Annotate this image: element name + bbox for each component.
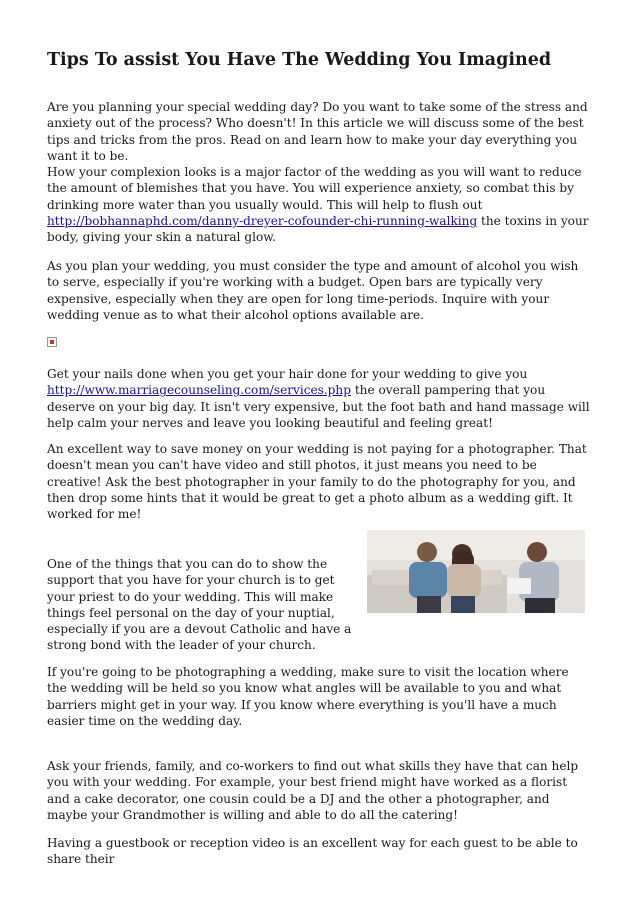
paragraph-nails-text-end: the overall pampering that you deserve on your big day. It isn't very expensive, but the foot bath and hand massage will help calm your nerves and leave you looking beautiful and feeling great!: [47, 383, 590, 430]
paragraph-photographer: An excellent way to save money on your wedding is not paying for a photographer. That doesn't mean you can't have video and still photos, it just means you need to be creative! Ask the best photographer in your family to do the photography for you, and then drop some hints that it would be great to get a photo album as a wedding gift. It worked for me!: [47, 442, 587, 522]
couple-counseling-photo: [367, 530, 585, 613]
paragraph-guestbook: Having a guestbook or reception video is an excellent way for each guest to be able to share their: [47, 836, 578, 867]
paragraph-skills: Ask your friends, family, and co-workers to find out what skills they have that can help you with your wedding. For example, your best friend might have worked as a florist and a cake decorator, one cousin could be a DJ and the other a photographer, and maybe your Grandmother is willing and able to do all the catering!: [47, 759, 579, 822]
paragraph-complexion: [47, 164, 592, 245]
paragraph-nails: [47, 366, 592, 431]
link-marriagecounseling[interactable]: http://www.marriagecounseling.com/services.php: [47, 383, 351, 398]
paragraph-church: One of the things that you can do to show the support that you have for your church is to get your priest to do your wedding. This will make things feel personal on the day of your nuptial, especially if you are a devout Catholic and have a strong bond with the leader of your church.: [47, 557, 352, 653]
paragraph-intro: Are you planning your special wedding day? Do you want to take some of the stress and anxiety out of the process? Who doesn't! In this article we will discuss some of the best tips and tricks from the pros. Read on and learn how to make your day everything you want it to be.: [47, 100, 588, 163]
paragraph-complexion-text-end: the toxins in your body, giving your skin a natural glow.: [47, 213, 589, 245]
page-title: Tips To assist You Have The Wedding You Imagined: [47, 50, 552, 70]
paragraph-nails-text: Get your nails done when you get your hair done for your wedding to give you: [47, 367, 528, 381]
paragraph-alcohol: As you plan your wedding, you must consider the type and amount of alcohol you wish to serve, especially if you're working with a budget. Open bars are typically very expensive, especially when they are open for long time-periods. Inquire with your wedding venue as to what their alcohol options available are.: [47, 259, 579, 322]
paragraph-complexion-text: How your complexion looks is a major factor of the wedding as you will want to reduce the amount of blemishes that you have. You will experience anxiety, so combat this by drinking more water than you usually would. This will help to flush out: [47, 165, 582, 212]
photo-illustration: [367, 530, 585, 613]
link-bobhannaphd[interactable]: http://bobhannaphd.com/danny-dreyer-cofounder-chi-running-walking: [47, 213, 478, 228]
broken-image-icon: [47, 337, 57, 347]
paragraph-location: If you're going to be photographing a wedding, make sure to visit the location where the wedding will be held so you know what angles will be available to you and what barriers might get in your way. If you know where everything is you'll have a much easier time on the wedding day.: [47, 665, 569, 728]
